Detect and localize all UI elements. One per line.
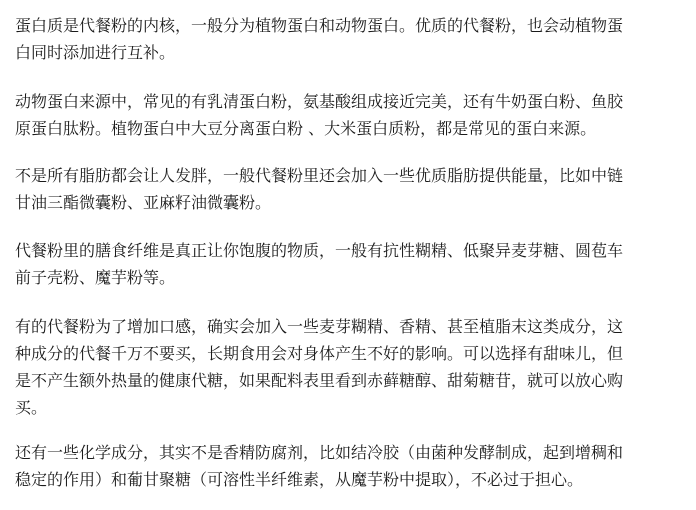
text-line: 不是所有脂肪都会让人发胖，一般代餐粉里还会加入一些优质脂肪提供能量，比如中链 [15,166,624,185]
text-line: 动物蛋白来源中，常见的有乳清蛋白粉，氨基酸组成接近完美，还有牛奶蛋白粉、鱼胶 [15,92,624,111]
text-line: 代餐粉里的膳食纤维是真正让你饱腹的物质，一般有抗性糊精、低聚异麦芽糖、圆苞车 [15,241,624,260]
text-line: 稳定的作用）和葡甘聚糖（可溶性半纤维素，从魔芋粉中提取），不必过于担心。 [15,470,584,489]
paragraph-fats [15,162,623,216]
text-line: 原蛋白肽粉。植物蛋白中大豆分离蛋白粉 、大米蛋白质粉，都是常见的蛋白来源。 [15,119,597,138]
text-line: 前子壳粉、魔芋粉等。 [15,268,176,287]
text-line: 是不产生额外热量的健康代糖，如果配料表里看到赤藓糖醇、甜菊糖苷，就可以放心购 [15,371,624,390]
text-line: 甘油三酯微囊粉、亚麻籽油微囊粉。 [15,193,272,212]
text-line: 蛋白质是代餐粉的内核，一般分为植物蛋白和动物蛋白。优质的代餐粉，也会动植物蛋 [15,16,624,35]
paragraph-fiber [15,237,623,291]
text-line: 有的代餐粉为了增加口感，确实会加入一些麦芽糊精、香精、甚至植脂末这类成分，这 [15,317,624,336]
text-line: 种成分的代餐千万不要买，长期食用会对身体产生不好的影响。可以选择有甜味儿，但 [15,344,624,363]
text-line: 白同时添加进行互补。 [15,43,176,62]
paragraph-chemicals [15,439,623,493]
text-line: 买。 [15,398,48,417]
paragraph-protein-intro [15,12,623,66]
text-line: 还有一些化学成分，其实不是香精防腐剂，比如结冷胶（由菌种发酵制成，起到增稠和 [15,443,624,462]
paragraph-additives [15,313,623,421]
paragraph-protein-sources [15,88,623,142]
